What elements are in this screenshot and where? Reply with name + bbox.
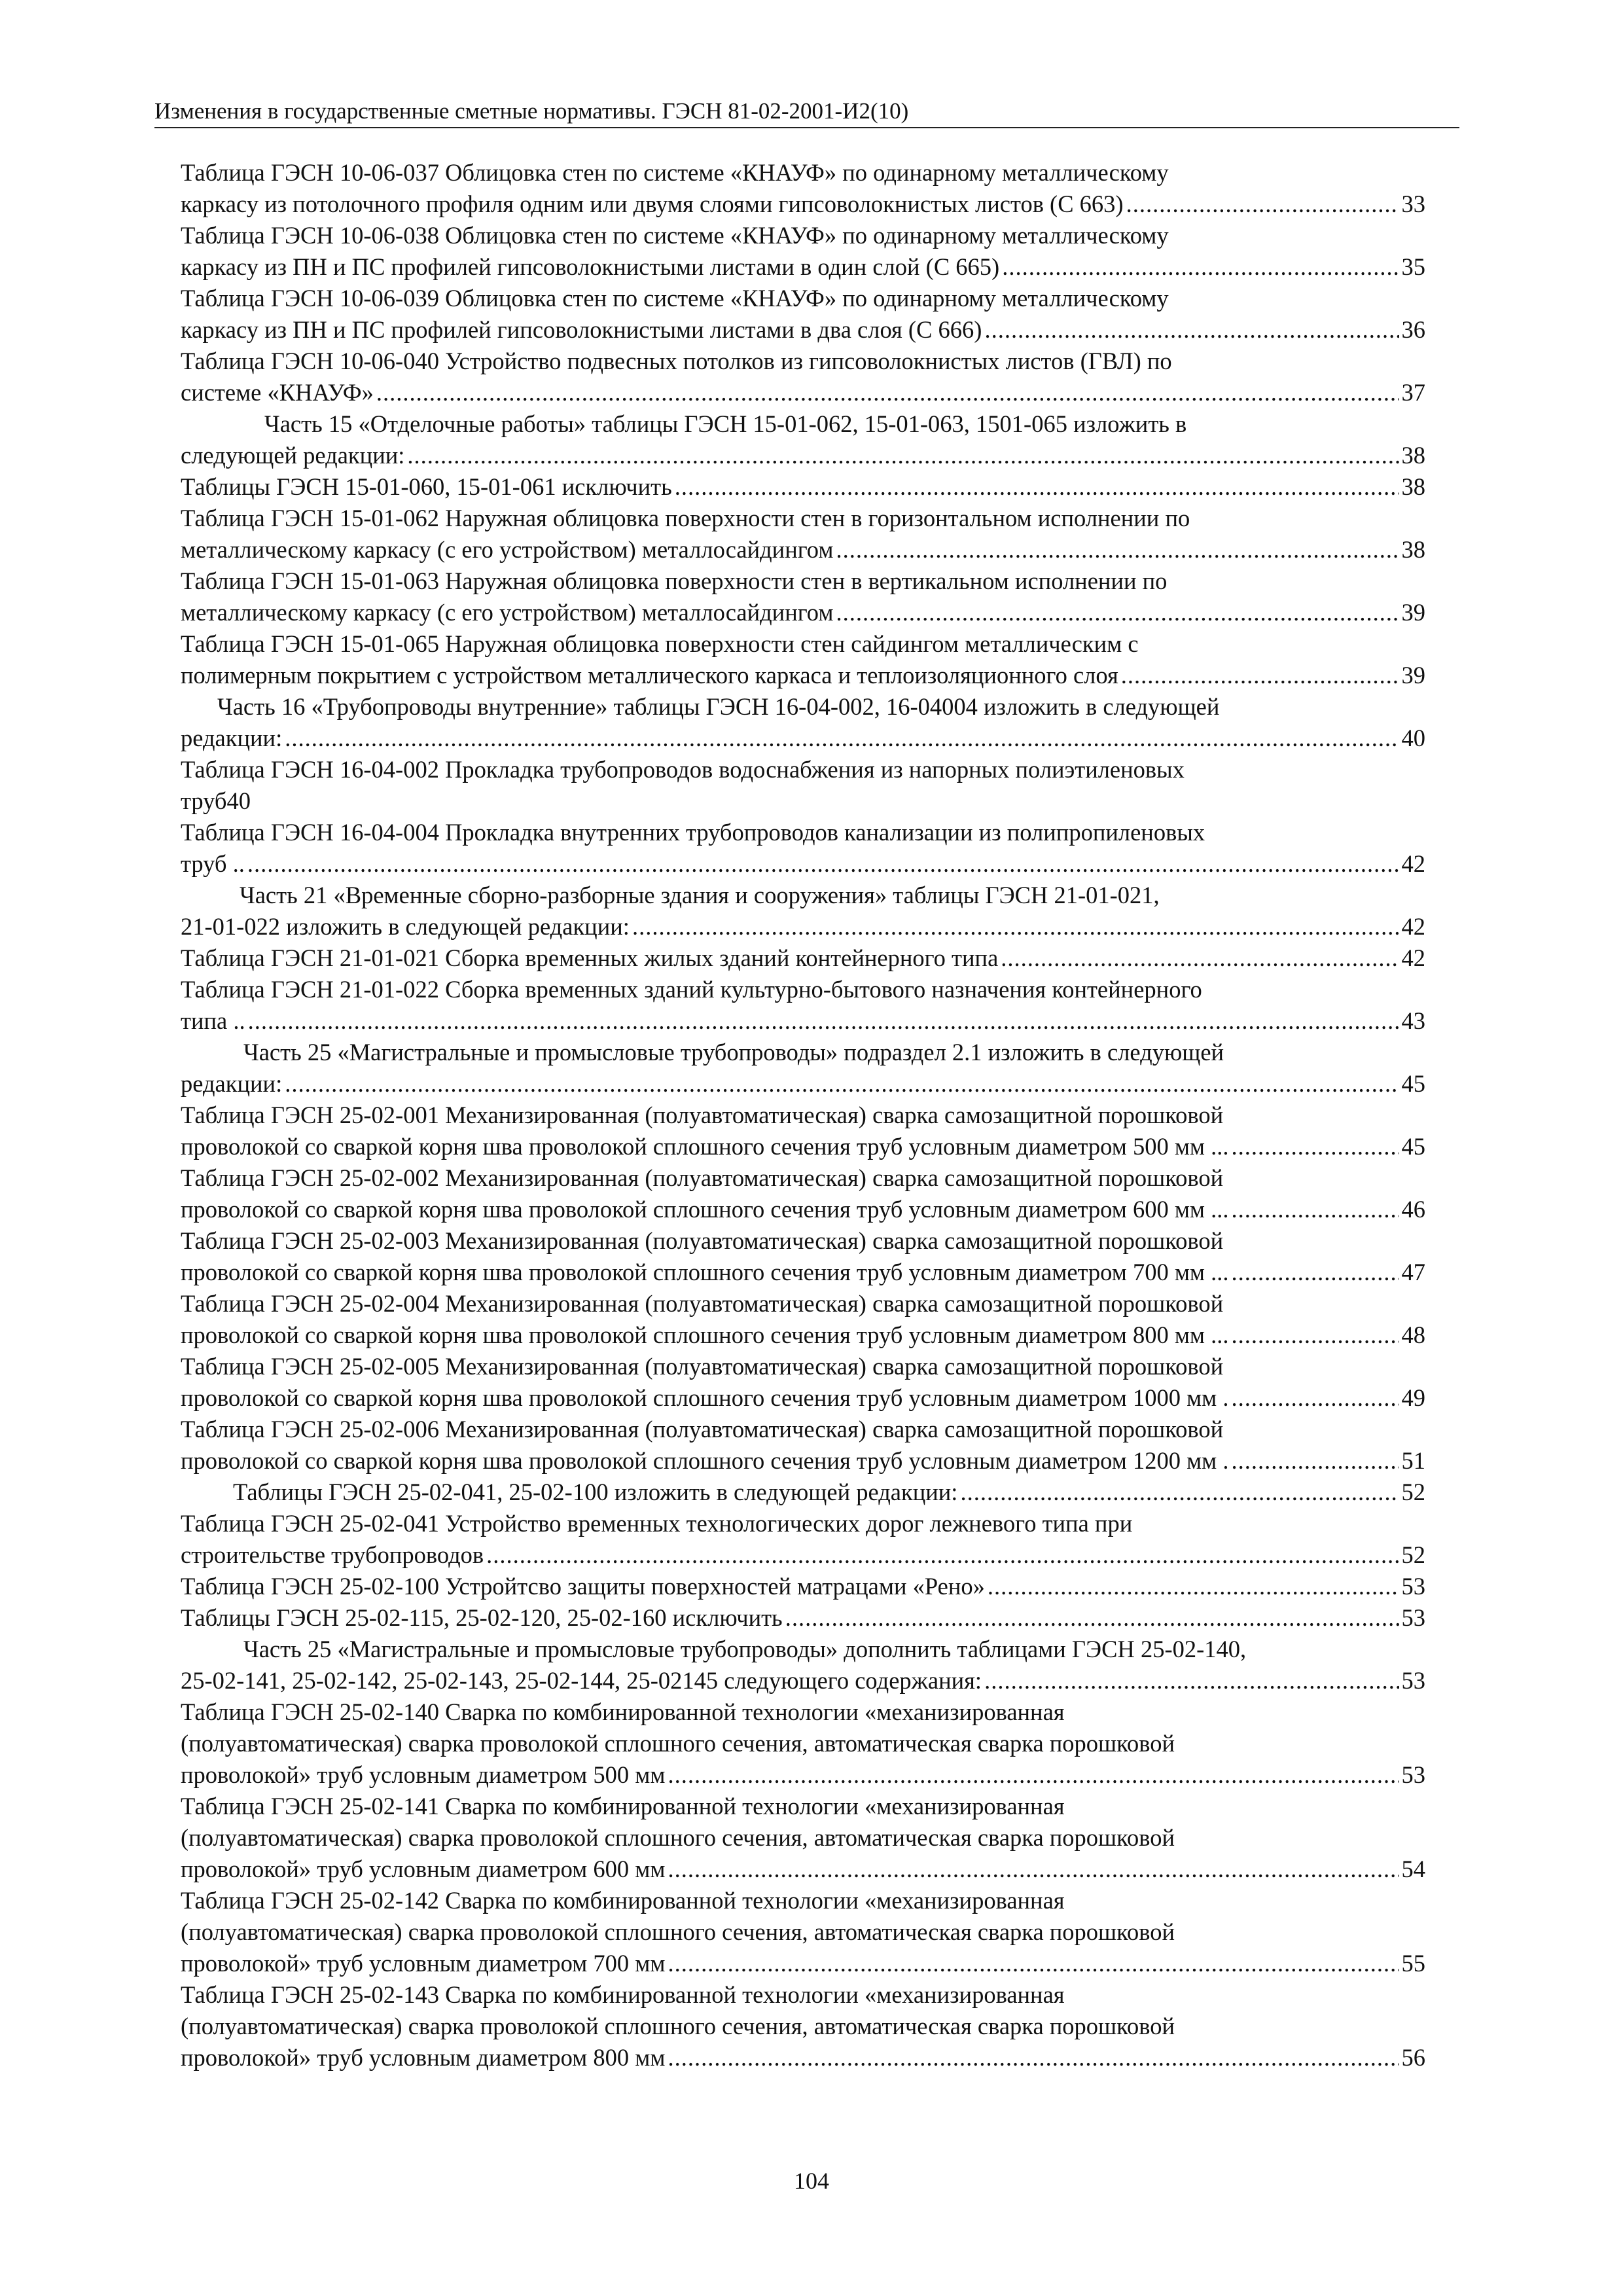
toc-entry-text: Таблица ГЭСН 15-01-065 Наружная облицовка поверхности стен сайдингом металлическим с [181,630,1139,657]
toc-entry-last-line [181,723,1425,754]
toc-entry-text: проволокой» труб условным диаметром 500 мм [181,1761,666,1788]
toc-entry [181,628,1425,691]
toc-page-number: 39 [1401,662,1425,689]
toc-entry-text: проволокой со сваркой корня шва проволокой сплошного сечения труб условным диаметром 600 мм ... [181,1196,1229,1223]
toc-page-number: 54 [1401,1856,1425,1882]
toc-entry-text: Часть 21 «Временные сборно-разборные здания и сооружения» таблицы ГЭСН 21-01-021, [240,882,1160,908]
toc-page-number: 52 [1401,1479,1425,1505]
toc-entry-text: проволокой со сваркой корня шва проволокой сплошного сечения труб условным диаметром 500 мм ... [181,1133,1229,1160]
toc-entry-text: Часть 15 «Отделочные работы» таблицы ГЭСН 15-01-062, 15-01-063, 1501-065 изложить в [264,410,1187,437]
toc-entry-text: проволокой со сваркой корня шва проволокой сплошного сечения труб условным диаметром 1000 мм . [181,1384,1229,1411]
toc-page-number: 38 [1401,536,1425,563]
toc-page-number: 46 [1401,1196,1425,1223]
toc-entry-text: Таблица ГЭСН 16-04-004 Прокладка внутренних трубопроводов канализации из полипропиленовых [181,819,1205,846]
toc-entry [181,408,1425,471]
toc-entry-text: редакции: [181,1070,283,1097]
dot-leader [668,1948,1399,1979]
running-header: Изменения в государственные сметные нормативы. ГЭСН 81-02-2001-И2(10) [154,97,1459,128]
dot-leader [632,911,1399,942]
toc-page-number: 38 [1401,442,1425,469]
toc-entry-last-line [181,1257,1425,1288]
dot-leader [1232,1131,1399,1162]
toc-entry-last-line [181,1005,1425,1037]
page-number: 104 [794,2168,829,2194]
dot-leader [1002,251,1399,283]
toc-entry [181,1571,1425,1602]
toc-entry-last-line [181,1194,1425,1225]
toc-entry [181,880,1425,942]
toc-entry-last-line [181,942,1425,974]
toc-entry-last-line [181,597,1425,628]
toc-page-number: 33 [1401,190,1425,217]
toc-entry-text: Таблица ГЭСН 16-04-002 Прокладка трубопроводов водоснабжения из напорных полиэтиленовых [181,756,1185,783]
toc-entry [181,1634,1425,1696]
dot-leader [984,314,1399,346]
toc-entry-text: проволокой» труб условным диаметром 800 мм [181,2044,666,2071]
toc-page-number: 48 [1401,1321,1425,1348]
toc-entry [181,1100,1425,1162]
toc-entry-text: редакции: [181,725,283,751]
toc-entry-text: 25-02-141, 25-02-142, 25-02-143, 25-02-144, 25-02145 следующего содержания: [181,1667,982,1694]
toc-entry [181,503,1425,565]
toc-entry-text: Таблица ГЭСН 21-01-022 Сборка временных зданий культурно-бытового назначения контейнерного [181,976,1202,1003]
toc-entry-text: Таблица ГЭСН 25-02-141 Сварка по комбинированной технологии «механизированная [181,1793,1065,1820]
toc-entry-last-line [181,534,1425,565]
toc-page-number: 53 [1401,1604,1425,1631]
toc-entry-text: Таблица ГЭСН 25-02-041 Устройство временных технологических дорог лежневого типа при [181,1510,1133,1537]
toc-entry-text: Таблица ГЭСН 25-02-140 Сварка по комбинированной технологии «механизированная [181,1698,1065,1725]
toc-entry-text: проволокой» труб условным диаметром 600 мм [181,1856,666,1882]
dot-leader [668,1759,1399,1791]
toc-entry-text: Таблица ГЭСН 25-02-143 Сварка по комбинированной технологии «механизированная [181,1981,1065,2008]
toc-entry [181,157,1425,220]
toc-entry-text: типа .. [181,1007,245,1034]
toc-entry [181,346,1425,408]
toc-entry [181,1696,1425,1791]
toc-entry [181,1791,1425,1885]
toc-entry [181,565,1425,628]
dot-leader [376,377,1399,408]
toc-entry-text: (полуавтоматическая) сварка проволокой сплошного сечения, автоматическая сварка порошковой [181,2013,1175,2039]
toc-entry [181,1225,1425,1288]
toc-entry-last-line [181,911,1425,942]
dot-leader [988,1571,1399,1602]
toc-entry-last-line [181,440,1425,471]
dot-leader [1232,1445,1399,1477]
toc-entry-text: Таблица ГЭСН 10-06-038 Облицовка стен по системе «КНАУФ» по одинарному металлическому [181,222,1169,249]
toc-entry [181,1288,1425,1351]
toc-page-number: 51 [1401,1447,1425,1474]
toc-entry-last-line [181,1571,1425,1602]
toc-page-number: 37 [1401,379,1425,406]
toc-entry [181,754,1425,817]
toc-entry [181,1508,1425,1571]
toc-entry-last-line [181,1539,1425,1571]
toc-entry-text: Таблица ГЭСН 25-02-003 Механизированная (полуавтоматическая) сварка самозащитной порошковой [181,1227,1224,1254]
toc-page-number: 45 [1401,1133,1425,1160]
toc-entry [181,1037,1425,1100]
toc-page-number: 52 [1401,1541,1425,1568]
dot-leader [1232,1257,1399,1288]
dot-leader [285,723,1399,754]
toc-entry-last-line [181,377,1425,408]
dot-leader [285,1068,1399,1100]
toc-entry-last-line [181,251,1425,283]
toc-entry-text: труб .. [181,850,245,877]
toc-entry-text: Таблицы ГЭСН 25-02-115, 25-02-120, 25-02-160 исключить [181,1604,783,1631]
toc-entry-text: полимерным покрытием с устройством металлического каркаса и теплоизоляционного слоя [181,662,1118,689]
toc-entry-text: Таблица ГЭСН 10-06-037 Облицовка стен по системе «КНАУФ» по одинарному металлическому [181,159,1169,186]
toc-entry [181,1162,1425,1225]
toc-page-number: 42 [1401,850,1425,877]
toc-entry-text: Таблица ГЭСН 25-02-006 Механизированная (полуавтоматическая) сварка самозащитной порошковой [181,1416,1224,1443]
toc-entry-text: Таблица ГЭСН 25-02-142 Сварка по комбинированной технологии «механизированная [181,1887,1065,1914]
toc-entry-text: Часть 25 «Магистральные и промысловые трубопроводы» дополнить таблицами ГЭСН 25-02-140, [243,1636,1247,1662]
dot-leader [1232,1319,1399,1351]
toc-entry [181,1351,1425,1414]
toc-entry-text: Таблица ГЭСН 21-01-021 Сборка временных жилых зданий контейнерного типа [181,944,999,971]
toc-entry-text: Таблица ГЭСН 10-06-039 Облицовка стен по системе «КНАУФ» по одинарному металлическому [181,285,1169,312]
dot-leader [984,1665,1399,1696]
toc-entry-last-line [181,1759,1425,1791]
toc-entry [181,283,1425,346]
dot-leader [486,1539,1399,1571]
toc-entry-last-line [181,1948,1425,1979]
toc-entry-text: Таблица ГЭСН 15-01-063 Наружная облицовка поверхности стен в вертикальном исполнении по [181,567,1168,594]
toc-entry-text: (полуавтоматическая) сварка проволокой сплошного сечения, автоматическая сварка порошковой [181,1824,1175,1851]
toc-page-number: 42 [1401,944,1425,971]
toc-entry-text: Таблицы ГЭСН 15-01-060, 15-01-061 исключить [181,473,672,500]
toc-entry-text: проволокой со сваркой корня шва проволокой сплошного сечения труб условным диаметром 1200 мм . [181,1447,1229,1474]
toc-entry-text: Часть 16 «Трубопроводы внутренние» таблицы ГЭСН 16-04-002, 16-04004 изложить в следующей [217,693,1220,720]
toc-entry-text: каркасу из ПН и ПС профилей гипсоволокнистыми листами в два слоя (С 666) [181,316,982,343]
dot-leader [248,1005,1399,1037]
toc-entry [181,1979,1425,2073]
toc-entry-text: (полуавтоматическая) сварка проволокой сплошного сечения, автоматическая сварка порошковой [181,1730,1175,1757]
dot-leader [1121,660,1399,691]
toc-page-number: 38 [1401,473,1425,500]
toc-entry-text: металлическому каркасу (с его устройством) металлосайдингом [181,599,834,626]
dot-leader [836,534,1399,565]
toc-entry-last-line [181,188,1425,220]
toc-entry-last-line [181,1602,1425,1634]
dot-leader [836,597,1399,628]
toc-entry [181,471,1425,503]
toc-entry-last-line [181,1131,1425,1162]
toc-entry-text: Таблица ГЭСН 10-06-040 Устройство подвесных потолков из гипсоволокнистых листов (ГВЛ) по [181,348,1172,374]
toc-entry-text: Таблица ГЭСН 25-02-001 Механизированная (полуавтоматическая) сварка самозащитной порошковой [181,1102,1224,1128]
toc-entry-text: Таблица ГЭСН 25-02-100 Устройтсво защиты поверхностей матрацами «Рено» [181,1573,985,1600]
toc-page-number: 36 [1401,316,1425,343]
dot-leader [668,2042,1399,2073]
dot-leader [668,1854,1399,1885]
toc-entry-text: системе «КНАУФ» [181,379,374,406]
dot-leader [1126,188,1399,220]
toc-entry-last-line [181,660,1425,691]
toc-page-number: 42 [1401,913,1425,940]
dot-leader [1232,1194,1399,1225]
toc-entry [181,1414,1425,1477]
toc-entry [181,942,1425,974]
toc-page-number: 53 [1401,1573,1425,1600]
toc-entry-last-line [181,471,1425,503]
toc-page-number: 45 [1401,1070,1425,1097]
toc-entry-last-line [181,314,1425,346]
toc-page-number: 39 [1401,599,1425,626]
toc-page-number: 53 [1401,1667,1425,1694]
toc-page-number: 43 [1401,1007,1425,1034]
toc-page-number: 35 [1401,253,1425,280]
dot-leader [247,848,1399,880]
toc-entry-text: каркасу из потолочного профиля одним или двумя слоями гипсоволокнистых листов (С 663) [181,190,1124,217]
dot-leader [1001,942,1399,974]
toc-page-number: 49 [1401,1384,1425,1411]
toc-entry-text: 21-01-022 изложить в следующей редакции: [181,913,630,940]
toc-entry-text: труб40 [181,787,251,814]
toc-entry [181,1477,1425,1508]
toc-entry-text: Таблицы ГЭСН 25-02-041, 25-02-100 изложить в следующей редакции: [233,1479,958,1505]
toc-entry-text: Таблица ГЭСН 15-01-062 Наружная облицовка поверхности стен в горизонтальном исполнении по [181,505,1190,531]
toc-entry-last-line [181,1319,1425,1351]
toc-entry-text: (полуавтоматическая) сварка проволокой сплошного сечения, автоматическая сварка порошковой [181,1918,1175,1945]
toc-entry-text: проволокой со сваркой корня шва проволокой сплошного сечения труб условным диаметром 700 мм ... [181,1259,1229,1285]
toc-entry-text: Часть 25 «Магистральные и промысловые трубопроводы» подраздел 2.1 изложить в следующей [243,1039,1224,1066]
toc-entry [181,1885,1425,1979]
dot-leader [960,1477,1399,1508]
toc-page-number: 47 [1401,1259,1425,1285]
toc-entry-last-line [181,1445,1425,1477]
toc-entry [181,1602,1425,1634]
toc-entry-text: Таблица ГЭСН 25-02-002 Механизированная (полуавтоматическая) сварка самозащитной порошковой [181,1164,1224,1191]
toc-page-number: 53 [1401,1761,1425,1788]
toc-page-number: 56 [1401,2044,1425,2071]
toc-entry-text: следующей редакции: [181,442,405,469]
toc-entry-last-line [181,1854,1425,1885]
toc-entry-last-line [181,1477,1425,1508]
toc-entry-last-line [181,848,1425,880]
toc-entry-text: проволокой» труб условным диаметром 700 мм [181,1950,666,1977]
toc-entry [181,220,1425,283]
toc-entry-text: каркасу из ПН и ПС профилей гипсоволокнистыми листами в один слой (С 665) [181,253,1000,280]
toc-entry-text: проволокой со сваркой корня шва проволокой сплошного сечения труб условным диаметром 800 мм ... [181,1321,1229,1348]
toc-entry [181,974,1425,1037]
toc-entry [181,817,1425,880]
toc-page-number: 55 [1401,1950,1425,1977]
toc-entry-text: Таблица ГЭСН 25-02-004 Механизированная (полуавтоматическая) сварка самозащитной порошковой [181,1290,1224,1317]
toc-page-number: 40 [1401,725,1425,751]
table-of-contents [181,157,1425,2073]
dot-leader [407,440,1399,471]
toc-entry [181,691,1425,754]
toc-entry-last-line [181,1068,1425,1100]
toc-entry-text: металлическому каркасу (с его устройством) металлосайдингом [181,536,834,563]
dot-leader [1232,1382,1399,1414]
toc-entry-last-line [181,2042,1425,2073]
toc-entry-last-line [181,1382,1425,1414]
toc-entry-last-line [181,1665,1425,1696]
dot-leader [785,1602,1399,1634]
toc-entry-text: Таблица ГЭСН 25-02-005 Механизированная (полуавтоматическая) сварка самозащитной порошковой [181,1353,1224,1380]
dot-leader [675,471,1399,503]
toc-entry-text: строительстве трубопроводов [181,1541,484,1568]
